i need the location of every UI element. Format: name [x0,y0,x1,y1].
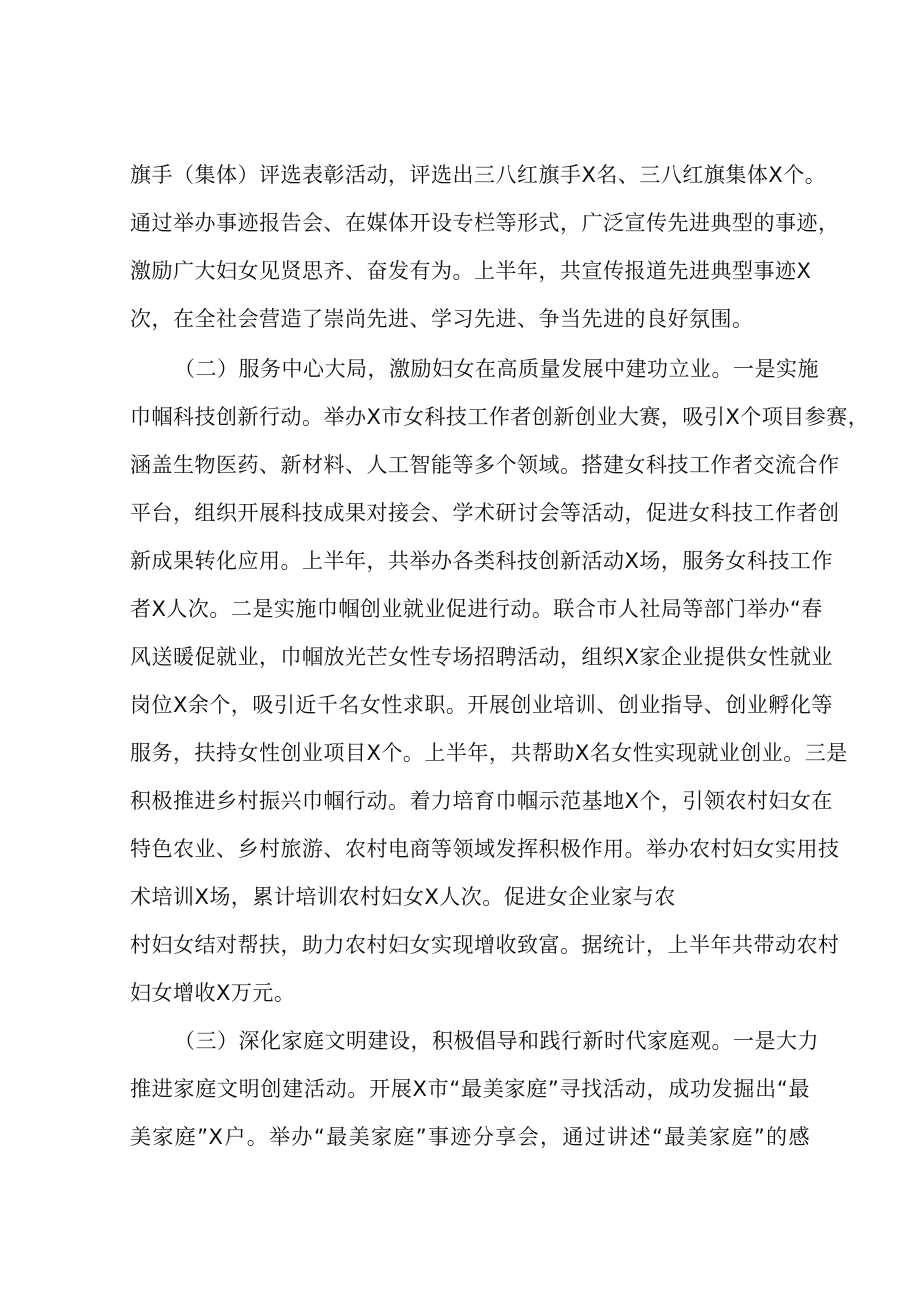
paragraph-line: 积极推进乡村振兴巾帼行动。着力培育巾帼示范基地X个，引领农村妇女在 [130,789,833,813]
paragraph-line: （三）深化家庭文明建设，积极倡导和践行新时代家庭观。一是大力 [174,1029,819,1053]
paragraph-line: 服务，扶持女性创业项目X个。上半年，共帮助X名女性实现就业创业。三是 [130,741,848,765]
paragraph-line: 推进家庭文明创建活动。开展X市“最美家庭”寻找活动，成功发掘出“最 [130,1077,810,1101]
paragraph-line: 激励广大妇女见贤思齐、奋发有为。上半年，共宣传报道先进典型事迹X [130,259,812,283]
paragraph-line: 术培训X场，累计培训农村妇女X人次。促进女企业家与农 [130,885,676,909]
paragraph-line: 巾帼科技创新行动。举办X市女科技工作者创新创业大赛，吸引X个项目参赛， [130,405,870,429]
paragraph-line: 岗位X余个，吸引近千名女性求职。开展创业培训、创业指导、创业孵化等 [130,693,833,717]
paragraph-line: 妇女增收X万元。 [130,981,296,1005]
paragraph-line: 涵盖生物医药、新材料、人工智能等多个领域。搭建女科技工作者交流合作 [130,453,840,477]
paragraph-line: 风送暖促就业，巾帼放光芒女性专场招聘活动，组织X家企业提供女性就业 [130,645,833,669]
paragraph-line: 新成果转化应用。上半年，共举办各类科技创新活动X场，服务女科技工作 [130,549,833,573]
paragraph-line: （二）服务中心大局，激励妇女在高质量发展中建功立业。一是实施 [174,357,819,381]
paragraph-line: 特色农业、乡村旅游、农村电商等领域发挥积极作用。举办农村妇女实用技 [130,837,840,861]
paragraph-line: 者X人次。二是实施巾帼创业就业促进行动。联合市人社局等部门举办“春 [130,597,823,621]
paragraph-line: 旗手（集体）评选表彰活动，评选出三八红旗手X名、三八红旗集体X个。 [130,163,827,187]
paragraph-2 [130,345,870,1017]
paragraph-line: 通过举办事迹报告会、在媒体开设专栏等形式，广泛宣传先进典型的事迹， [130,211,840,235]
paragraph-line: 平台，组织开展科技成果对接会、学术研讨会等活动，促进女科技工作者创 [130,501,840,525]
paragraph-line: 村妇女结对帮扶，助力农村妇女实现增收致富。据统计，上半年共带动农村 [130,933,840,957]
paragraph-line: 美家庭”X户。举办“最美家庭”事迹分享会，通过讲述“最美家庭”的感 [130,1125,810,1149]
paragraph-3 [130,1017,819,1161]
paragraph-1 [130,151,840,343]
paragraph-line: 次，在全社会营造了崇尚先进、学习先进、争当先进的良好氛围。 [130,307,754,331]
